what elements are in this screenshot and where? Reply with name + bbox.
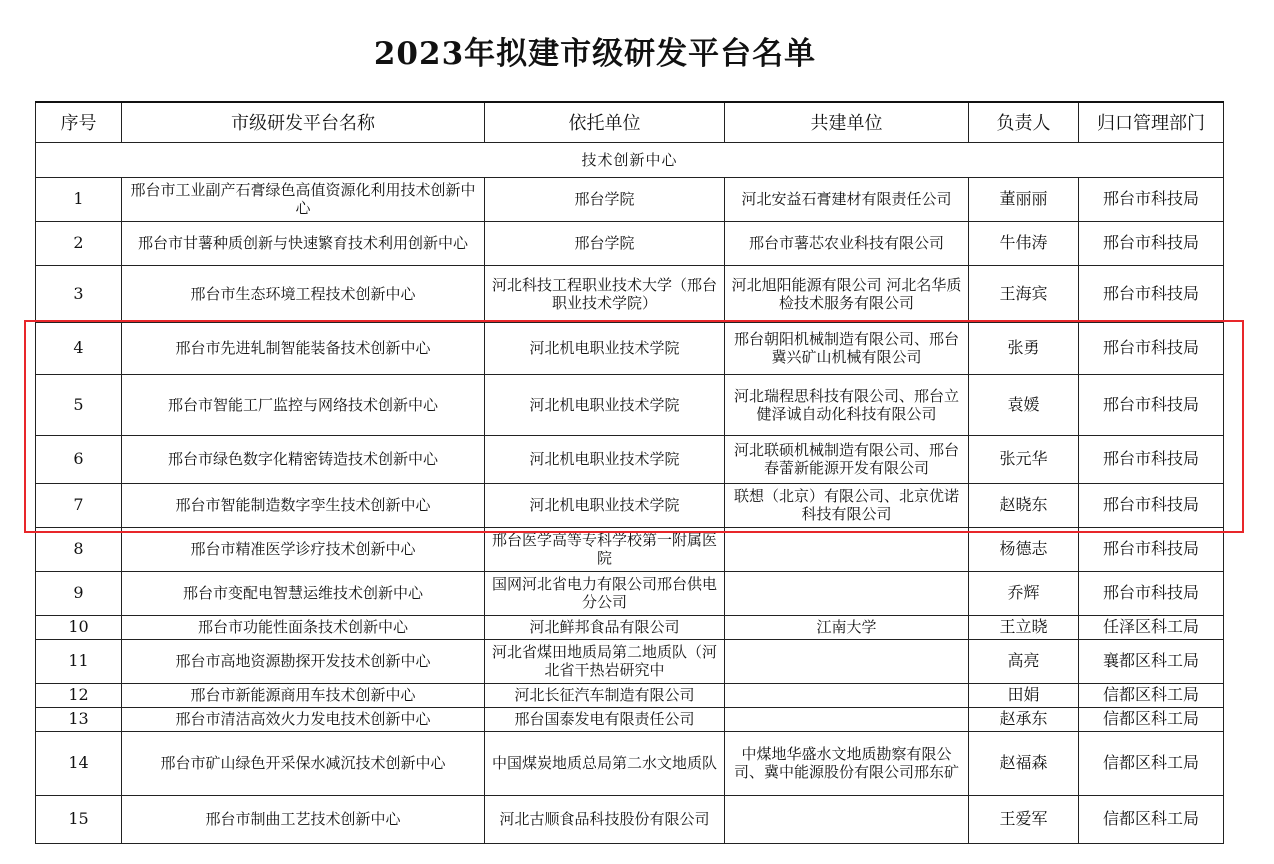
cell-host: 河北机电职业技术学院 — [485, 374, 725, 435]
cell-dept: 邢台市科技局 — [1079, 374, 1224, 435]
header-partner: 共建单位 — [725, 102, 969, 142]
cell-dept: 襄都区科工局 — [1079, 639, 1224, 683]
cell-platform: 邢台市甘薯种质创新与快速繁育技术利用创新中心 — [122, 221, 485, 265]
cell-dept: 信都区科工局 — [1079, 683, 1224, 707]
table-row — [36, 221, 1224, 265]
cell-leader: 牛伟涛 — [969, 221, 1079, 265]
cell-host: 邢台学院 — [485, 177, 725, 221]
cell-platform: 邢台市生态环境工程技术创新中心 — [122, 265, 485, 322]
cell-partner: 联想（北京）有限公司、北京优诺科技有限公司 — [725, 483, 969, 527]
table-row — [36, 374, 1224, 435]
cell-no: 14 — [36, 731, 122, 795]
cell-dept: 邢台市科技局 — [1079, 435, 1224, 483]
cell-platform: 邢台市智能制造数字孪生技术创新中心 — [122, 483, 485, 527]
table-row — [36, 615, 1224, 639]
table-row — [36, 795, 1224, 843]
cell-no: 2 — [36, 221, 122, 265]
section-title: 技术创新中心 — [36, 142, 1224, 177]
cell-platform: 邢台市智能工厂监控与网络技术创新中心 — [122, 374, 485, 435]
cell-partner — [725, 639, 969, 683]
table-row — [36, 265, 1224, 322]
cell-no: 6 — [36, 435, 122, 483]
cell-dept: 信都区科工局 — [1079, 795, 1224, 843]
table-row — [36, 571, 1224, 615]
cell-no: 7 — [36, 483, 122, 527]
cell-platform: 邢台市工业副产石膏绿色高值资源化利用技术创新中心 — [122, 177, 485, 221]
cell-platform: 邢台市高地资源勘探开发技术创新中心 — [122, 639, 485, 683]
cell-no: 1 — [36, 177, 122, 221]
table-row — [36, 731, 1224, 795]
cell-partner: 河北旭阳能源有限公司 河北名华质检技术服务有限公司 — [725, 265, 969, 322]
cell-partner: 河北安益石膏建材有限责任公司 — [725, 177, 969, 221]
cell-platform: 邢台市绿色数字化精密铸造技术创新中心 — [122, 435, 485, 483]
cell-host: 河北鲜邦食品有限公司 — [485, 615, 725, 639]
cell-platform: 邢台市矿山绿色开采保水减沉技术创新中心 — [122, 731, 485, 795]
cell-partner: 河北联硕机械制造有限公司、邢台春蕾新能源开发有限公司 — [725, 435, 969, 483]
cell-partner: 中煤地华盛水文地质勘察有限公司、冀中能源股份有限公司邢东矿 — [725, 731, 969, 795]
cell-platform: 邢台市精准医学诊疗技术创新中心 — [122, 527, 485, 571]
cell-no: 5 — [36, 374, 122, 435]
cell-leader: 高亮 — [969, 639, 1079, 683]
cell-partner — [725, 707, 969, 731]
cell-leader: 赵晓东 — [969, 483, 1079, 527]
cell-host: 国网河北省电力有限公司邢台供电分公司 — [485, 571, 725, 615]
cell-partner: 河北瑞程思科技有限公司、邢台立健泽诚自动化科技有限公司 — [725, 374, 969, 435]
table-row — [36, 435, 1224, 483]
cell-no: 9 — [36, 571, 122, 615]
cell-host: 河北机电职业技术学院 — [485, 435, 725, 483]
cell-dept: 邢台市科技局 — [1079, 265, 1224, 322]
cell-platform: 邢台市先进轧制智能装备技术创新中心 — [122, 322, 485, 374]
cell-platform: 邢台市制曲工艺技术创新中心 — [122, 795, 485, 843]
cell-dept: 信都区科工局 — [1079, 731, 1224, 795]
cell-partner: 邢台朝阳机械制造有限公司、邢台冀兴矿山机械有限公司 — [725, 322, 969, 374]
table-row — [36, 683, 1224, 707]
cell-host: 邢台学院 — [485, 221, 725, 265]
cell-host: 河北机电职业技术学院 — [485, 483, 725, 527]
cell-host: 邢台医学高等专科学校第一附属医院 — [485, 527, 725, 571]
cell-host: 河北古顺食品科技股份有限公司 — [485, 795, 725, 843]
cell-host: 河北科技工程职业技术大学（邢台职业技术学院） — [485, 265, 725, 322]
cell-no: 15 — [36, 795, 122, 843]
cell-partner: 江南大学 — [725, 615, 969, 639]
cell-leader: 袁媛 — [969, 374, 1079, 435]
cell-no: 10 — [36, 615, 122, 639]
cell-leader: 赵福森 — [969, 731, 1079, 795]
cell-dept: 邢台市科技局 — [1079, 177, 1224, 221]
cell-leader: 张勇 — [969, 322, 1079, 374]
cell-no: 11 — [36, 639, 122, 683]
cell-no: 12 — [36, 683, 122, 707]
cell-platform: 邢台市新能源商用车技术创新中心 — [122, 683, 485, 707]
header-row — [36, 102, 1224, 142]
cell-dept: 邢台市科技局 — [1079, 221, 1224, 265]
cell-dept: 任泽区科工局 — [1079, 615, 1224, 639]
cell-leader: 杨德志 — [969, 527, 1079, 571]
cell-leader: 乔辉 — [969, 571, 1079, 615]
cell-no: 13 — [36, 707, 122, 731]
cell-host: 中国煤炭地质总局第二水文地质队 — [485, 731, 725, 795]
cell-host: 河北长征汽车制造有限公司 — [485, 683, 725, 707]
cell-leader: 赵承东 — [969, 707, 1079, 731]
cell-platform: 邢台市功能性面条技术创新中心 — [122, 615, 485, 639]
cell-dept: 邢台市科技局 — [1079, 322, 1224, 374]
table-row — [36, 707, 1224, 731]
header-leader: 负责人 — [969, 102, 1079, 142]
table-row — [36, 639, 1224, 683]
header-no: 序号 — [36, 102, 122, 142]
platform-table — [35, 101, 1224, 844]
cell-partner — [725, 683, 969, 707]
header-dept: 归口管理部门 — [1079, 102, 1224, 142]
cell-leader: 王立晓 — [969, 615, 1079, 639]
cell-leader: 田娟 — [969, 683, 1079, 707]
cell-no: 3 — [36, 265, 122, 322]
table-row — [36, 322, 1224, 374]
cell-leader: 王海宾 — [969, 265, 1079, 322]
cell-leader: 王爱军 — [969, 795, 1079, 843]
header-platform: 市级研发平台名称 — [122, 102, 485, 142]
cell-partner — [725, 527, 969, 571]
cell-no: 8 — [36, 527, 122, 571]
cell-platform: 邢台市清洁高效火力发电技术创新中心 — [122, 707, 485, 731]
cell-host: 河北机电职业技术学院 — [485, 322, 725, 374]
cell-no: 4 — [36, 322, 122, 374]
cell-dept: 邢台市科技局 — [1079, 571, 1224, 615]
cell-dept: 邢台市科技局 — [1079, 483, 1224, 527]
cell-partner: 邢台市薯芯农业科技有限公司 — [725, 221, 969, 265]
cell-partner — [725, 795, 969, 843]
header-host: 依托单位 — [485, 102, 725, 142]
cell-dept: 信都区科工局 — [1079, 707, 1224, 731]
cell-host: 邢台国泰发电有限责任公司 — [485, 707, 725, 731]
cell-dept: 邢台市科技局 — [1079, 527, 1224, 571]
table-row — [36, 527, 1224, 571]
cell-platform: 邢台市变配电智慧运维技术创新中心 — [122, 571, 485, 615]
section-row — [36, 142, 1224, 177]
cell-leader: 张元华 — [969, 435, 1079, 483]
cell-partner — [725, 571, 969, 615]
cell-leader: 董丽丽 — [969, 177, 1079, 221]
cell-host: 河北省煤田地质局第二地质队（河北省干热岩研究中 — [485, 639, 725, 683]
table-row — [36, 483, 1224, 527]
document-title: 2023年拟建市级研发平台名单 — [373, 36, 817, 72]
table-row — [36, 177, 1224, 221]
